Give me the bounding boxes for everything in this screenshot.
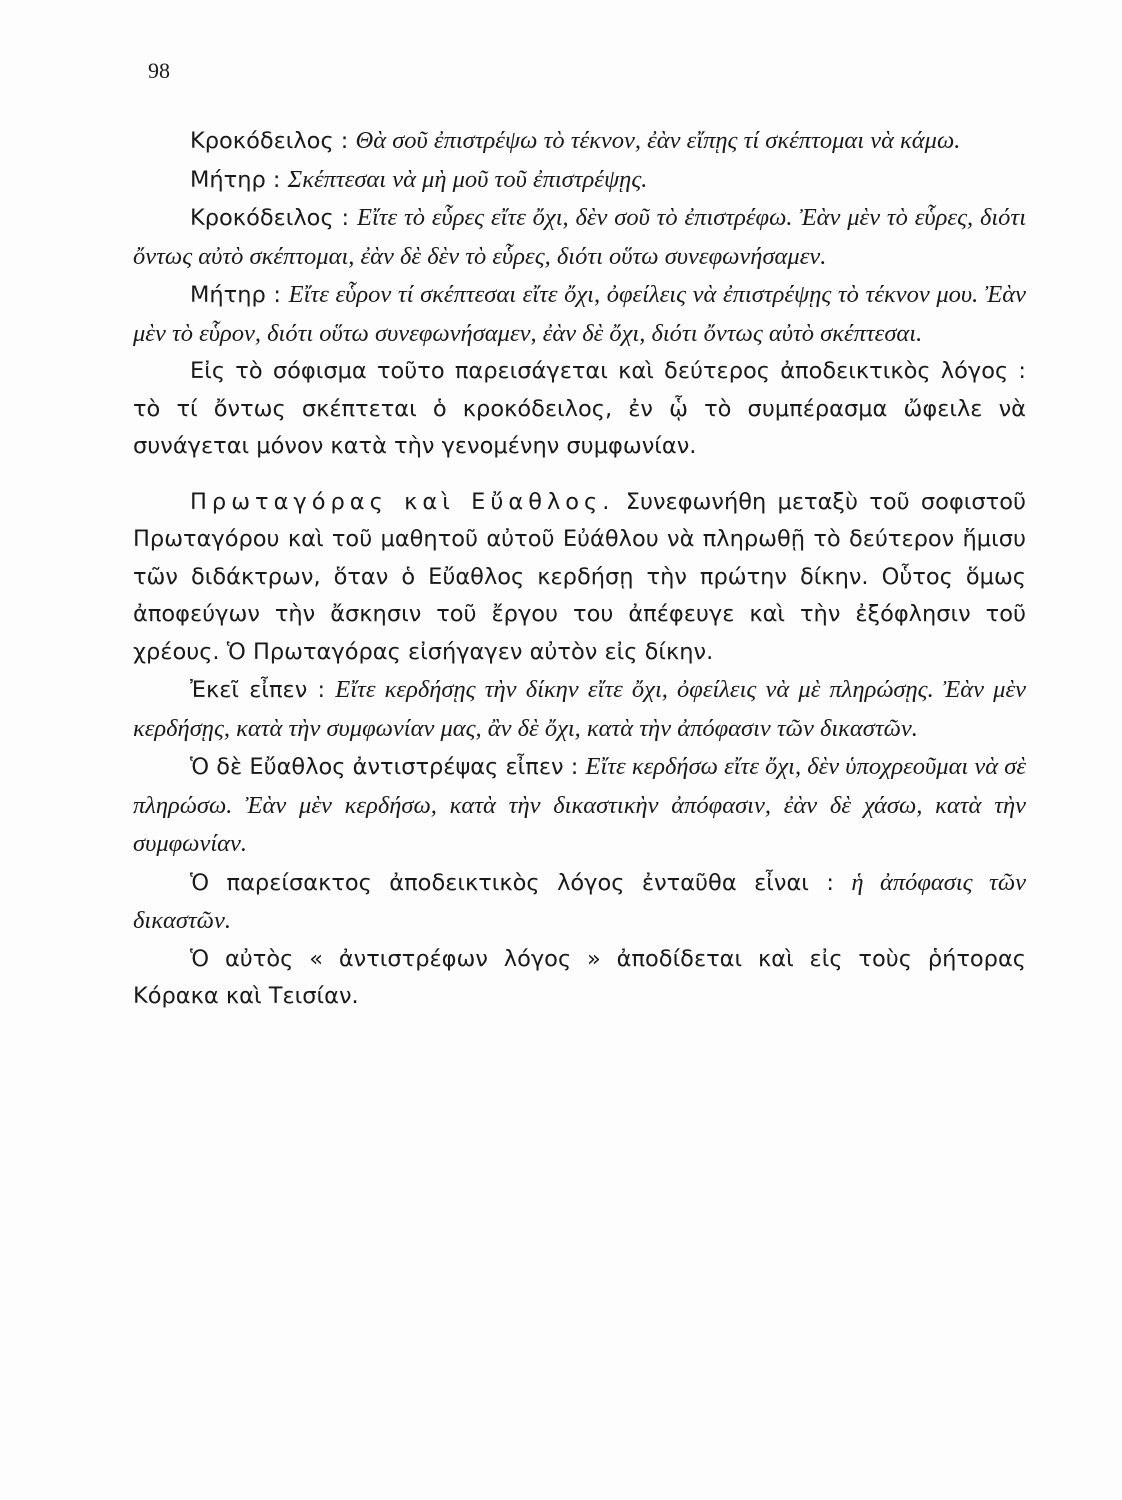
paragraph: [133, 122, 1026, 161]
paragraph: [133, 864, 1026, 941]
paragraph: [133, 671, 1026, 748]
paragraph: [133, 484, 1026, 672]
paragraph-text: Ὁ αὐτὸς « ἀντιστρέφων λόγος » ἀποδίδεται καὶ εἰς τοὺς ῥήτορας Κόρακα καὶ Τεισίαν.: [133, 945, 1026, 1009]
quoted-speech: Εἴτε τὸ εὗρες εἴτε ὄχι, δὲν σοῦ τὸ ἐπιστρέφω. Ἐὰν μὲν τὸ εὗρες, διότι ὄντως αὐτὸ σκέπτομαι, ἐὰν δὲ δὲν τὸ εὗρες, διότι οὕτω συνεφωνήσαμεν.: [133, 204, 1027, 270]
section-heading: Πρωταγόρας καὶ Εὔαθλος.: [190, 488, 615, 515]
quoted-speech: Εἴτε κερδήσω εἴτε ὄχι, δὲν ὑποχρεοῦμαι νὰ σὲ πληρώσω. Ἐὰν μὲν κερδήσω, κατὰ τὴν δικαστικὴν ἀπόφασιν, ἐὰν δὲ χάσω, κατὰ τὴν συμφωνίαν.: [133, 753, 1026, 857]
body-text: [133, 122, 1026, 1016]
quoted-speech: ἡ ἀπόφασις τῶν δικαστῶν.: [133, 868, 1026, 934]
speaker-label: Ἐκεῖ εἶπεν :: [190, 677, 326, 703]
quoted-speech: Εἴτε εὗρον τί σκέπτεσαι εἴτε ὄχι, ὀφείλεις νὰ ἐπιστρέψῃς τὸ τέκνον μου. Ἐὰν μὲν τὸ εὗρον, διότι οὕτω συνεφωνήσαμεν, ἐὰν δὲ ὄχι, διότι ὄντως αὐτὸ σκέπτεσαι.: [133, 281, 1026, 347]
quoted-speech: Σκέπτεσαι νὰ μὴ μοῦ τοῦ ἐπιστρέψῃς.: [287, 165, 648, 193]
paragraph: [133, 276, 1026, 353]
speaker-label: Μήτηρ :: [190, 282, 281, 308]
speaker-label: Ὁ δὲ Εὔαθλος ἀντιστρέψας εἶπεν :: [190, 754, 579, 780]
paragraph: [133, 941, 1026, 1016]
speaker-label: Κροκόδειλος :: [190, 128, 349, 154]
page-number: 98: [148, 58, 170, 83]
paragraph-text: Συνεφωνήθη μεταξὺ τοῦ σοφιστοῦ Πρωταγόρου καὶ τοῦ μαθητοῦ αὐτοῦ Εὐάθλου νὰ πληρωθῇ τὸ δεύτερον ἥμισυ τῶν διδάκτρων, ὅταν ὁ Εὔαθλος κερδήσῃ τὴν πρώτην δίκην. Οὗτος ὅμως ἀποφεύγων τὴν ἄσκησιν τοῦ ἔργου του ἀπέφευγε καὶ τὴν ἐξόφλησιν τοῦ χρέους. Ὁ Πρωταγόρας εἰσήγαγεν αὐτὸν εἰς δίκην.: [133, 488, 1026, 665]
paragraph-text: Εἰς τὸ σόφισμα τοῦτο παρεισάγεται καὶ δεύτερος ἀποδεικτικὸς λόγος : τὸ τί ὄντως σκέπτεται ὁ κροκόδειλος, ἐν ᾧ τὸ συμπέρασμα ὤφειλε νὰ συνάγεται μόνον κατὰ τὴν γενομένην συμφωνίαν.: [133, 358, 1026, 459]
quoted-speech: Θὰ σοῦ ἐπιστρέψω τὸ τέκνον, ἐὰν εἴπῃς τί σκέπτομαι νὰ κάμω.: [355, 127, 961, 154]
paragraph: [133, 353, 1026, 466]
speaker-label: Ὁ παρείσακτος ἀποδεικτικὸς λόγος ἐνταῦθα εἶναι :: [190, 869, 834, 896]
quoted-speech: Εἴτε κερδήσῃς τὴν δίκην εἴτε ὄχι, ὀφείλεις νὰ μὲ πληρώσῃς. Ἐὰν μὲν κερδήσῃς, κατὰ τὴν συμφωνίαν μας, ἂν δὲ ὄχι, κατὰ τὴν ἀπόφασιν τῶν δικαστῶν.: [133, 676, 1027, 742]
paragraph: [133, 161, 1026, 200]
speaker-label: Κροκόδειλος :: [190, 205, 350, 231]
speaker-label: Μήτηρ :: [190, 166, 281, 193]
paragraph: [133, 748, 1026, 864]
paragraph: [133, 199, 1026, 276]
